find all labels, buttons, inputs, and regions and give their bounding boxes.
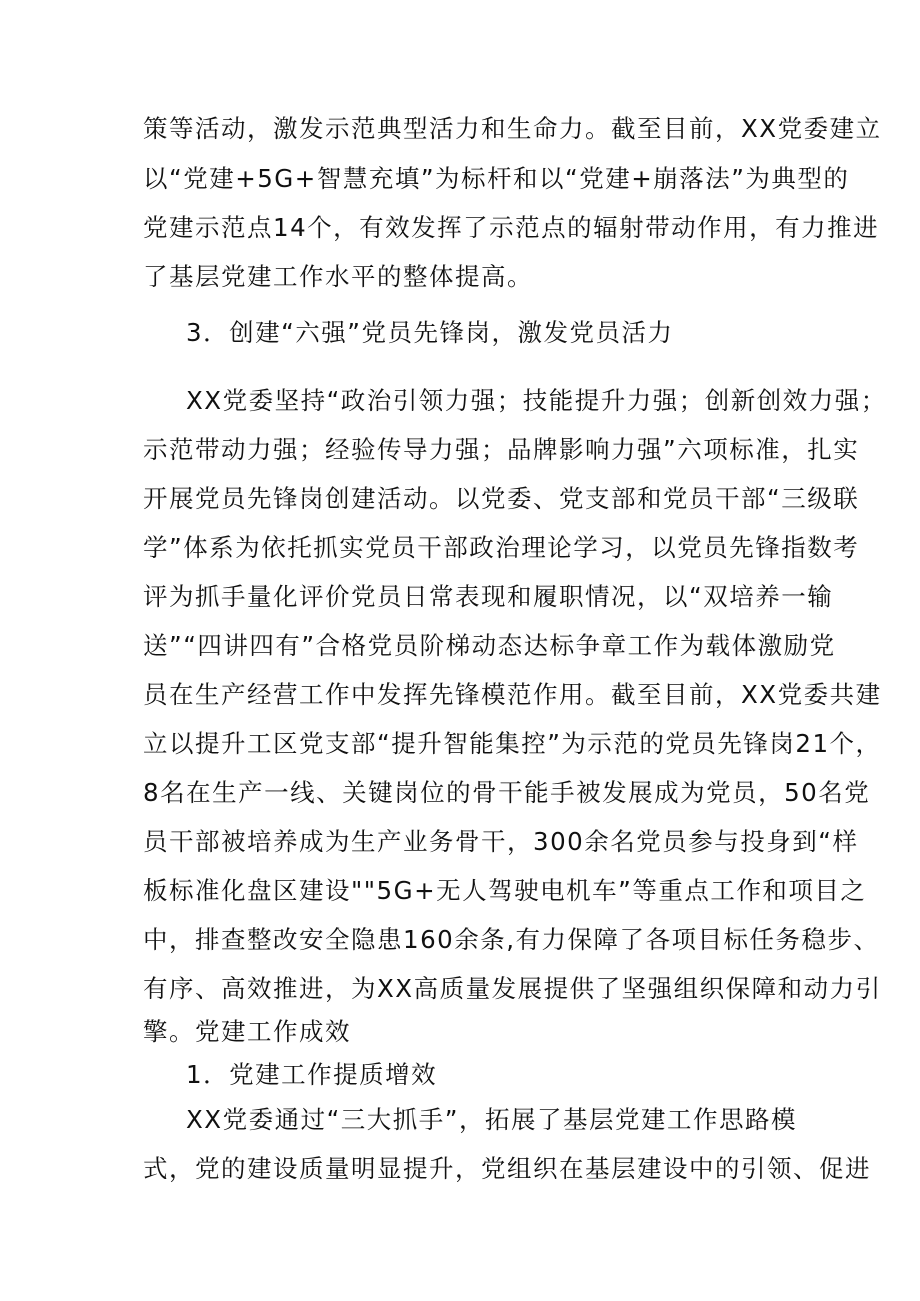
paragraph-line: XX党委坚持“政治引领力强；技能提升力强；创新创效力强； [186, 386, 887, 415]
paragraph-line: 中，排查整改安全隐患160余条,有力保障了各项目标任务稳步、 [143, 925, 880, 954]
paragraph-line: XX党委通过“三大抓手”，拓展了基层党建工作思路模 [186, 1105, 797, 1134]
paragraph-line: 了基层党建工作水平的整体提高。 [143, 262, 533, 291]
paragraph-line: 板标准化盘区建设""5G+无人驾驶电机车”等重点工作和项目之 [143, 876, 867, 905]
paragraph-line: 有序、高效推进，为XX高质量发展提供了坚强组织保障和动力引 [143, 974, 882, 1003]
paragraph-line: 开展党员先锋岗创建活动。以党委、党支部和党员干部“三级联 [143, 484, 860, 513]
paragraph-line: 8名在生产一线、关键岗位的骨干能手被发展成为党员，50名党 [143, 778, 871, 807]
paragraph-line: 学”体系为依托抓实党员干部政治理论学习，以党员先锋指数考 [143, 533, 860, 562]
section-heading: 3．创建“六强”党员先锋岗，激发党员活力 [186, 318, 674, 347]
paragraph-line: 党建示范点14个，有效发挥了示范点的辐射带动作用，有力推进 [143, 213, 880, 242]
paragraph-line: 以“党建+5G+智慧充填”为标杆和以“党建+崩落法”为典型的 [143, 164, 850, 193]
paragraph-line: 员干部被培养成为生产业务骨干，300余名党员参与投身到“样 [143, 827, 859, 856]
paragraph-line: 擎。党建工作成效 [143, 1017, 351, 1046]
paragraph-line: 送”“四讲四有”合格党员阶梯动态达标争章工作为载体激励党 [143, 631, 836, 660]
paragraph-line: 示范带动力强；经验传导力强；品牌影响力强”六项标准，扎实 [143, 435, 860, 464]
paragraph-line: 评为抓手量化评价党员日常表现和履职情况，以“双培养一输 [143, 582, 834, 611]
paragraph-line: 立以提升工区党支部“提升智能集控”为示范的党员先锋岗21个， [143, 729, 882, 758]
paragraph-line: 员在生产经营工作中发挥先锋模范作用。截至目前，XX党委共建 [143, 680, 882, 709]
paragraph-line: 策等活动，激发示范典型活力和生命力。截至目前，XX党委建立 [143, 114, 882, 143]
section-heading: 1．党建工作提质增效 [186, 1060, 438, 1089]
paragraph-line: 式，党的建设质量明显提升，党组织在基层建设中的引领、促进 [143, 1154, 871, 1183]
